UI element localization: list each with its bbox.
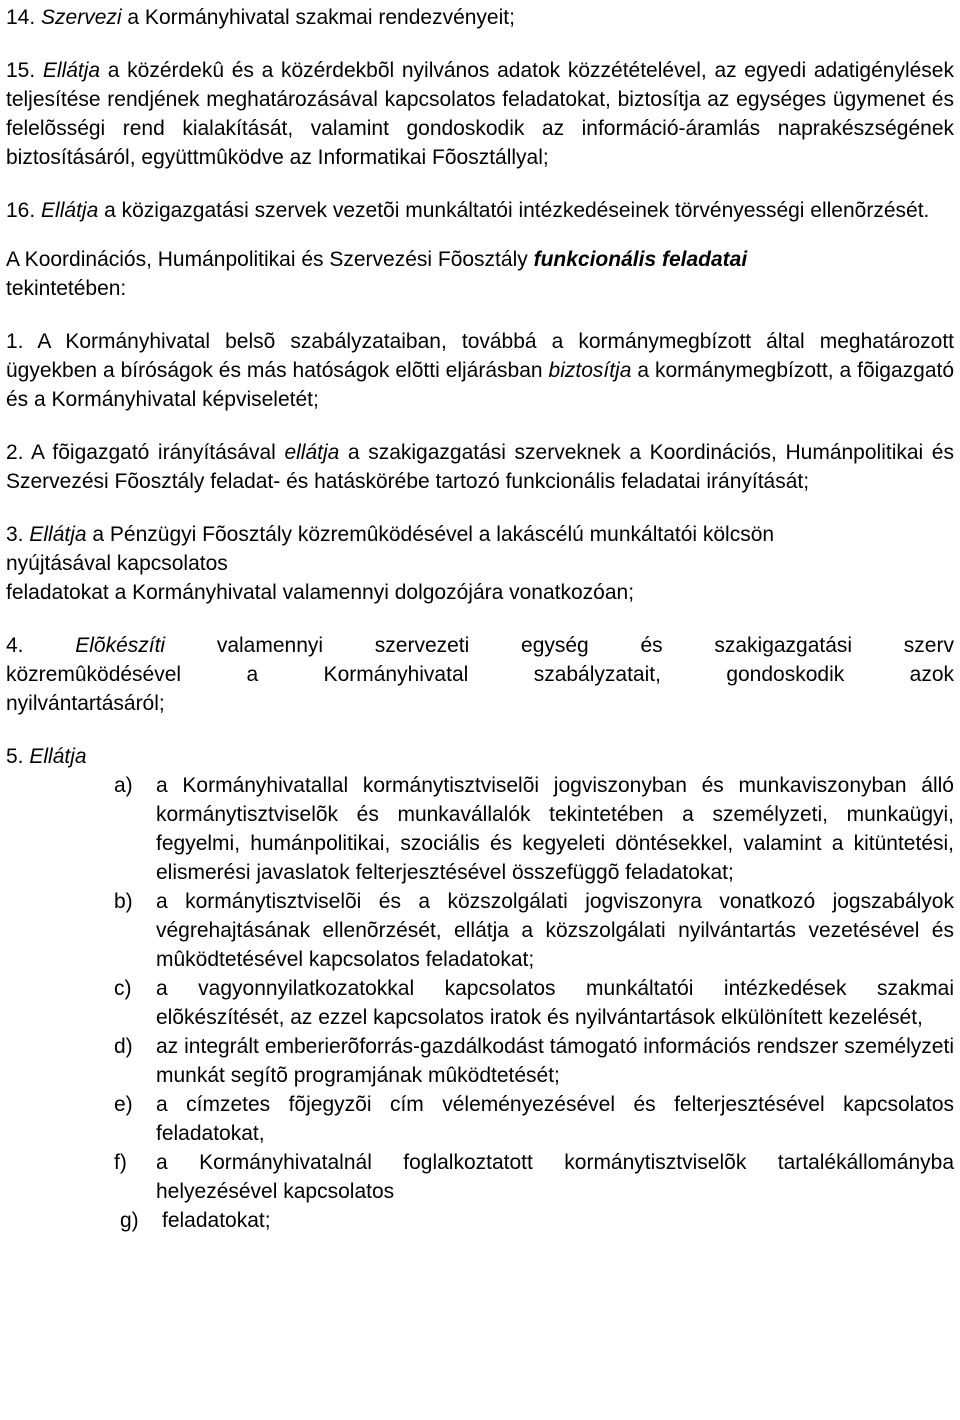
task-4-line-3: nyilvántartásáról; xyxy=(6,692,165,715)
subitem-b-marker: b) xyxy=(114,890,133,913)
item-14-text: a Kormányhivatal szakmai rendezvényeit; xyxy=(127,6,515,29)
subitem-b xyxy=(114,887,954,974)
task-2-verb: ellátja xyxy=(284,441,340,464)
subitem-d-text: az integrált emberierõforrás-gazdálkodást támogató információs rendszer személyzeti munkát segítõ programjának mûködtetését; xyxy=(156,1035,954,1087)
subitem-e xyxy=(114,1090,954,1148)
section-heading-suffix: tekintetében: xyxy=(6,277,127,300)
subitem-g xyxy=(120,1206,954,1235)
task-4 xyxy=(6,631,954,718)
task-3 xyxy=(6,520,954,607)
task-5-verb: Ellátja xyxy=(29,745,87,768)
task-4-line-1 xyxy=(6,631,954,660)
task-4-line-2: közremûködésével a Kormányhivatal szabályzatait, gondoskodik azok xyxy=(6,663,954,686)
item-15-text: a közérdekû és a közérdekbõl nyilvános adatok közzétételével, az egyedi adatigénylések teljesítése rendjének meghatározásával kapcsolatos feladatokat, biztosítja az egységes ügymenet és felelõsségi rend kialakítását, valamint gondoskodik az információ-áramlás naprakészségének biztosításáról, együttmûködve az Informatikai Fõosztállyal; xyxy=(6,59,954,169)
item-16-verb: Ellátja xyxy=(41,199,99,222)
task-2-number: 2. xyxy=(6,441,24,464)
item-14 xyxy=(6,3,954,32)
subitem-f xyxy=(114,1148,954,1206)
section-heading xyxy=(6,245,954,303)
task-3-line-3: feladatokat a Kormányhivatal valamennyi dolgozójára vonatkozóan; xyxy=(6,581,635,604)
subitem-g-text: feladatokat; xyxy=(162,1209,271,1232)
subitem-a xyxy=(114,771,954,887)
task-5-number: 5. xyxy=(6,745,24,768)
subitem-c-marker: c) xyxy=(114,977,132,1000)
task-1-after: a kormánymegbízott, a fõigazgató és a Kormányhivatal képviseletét; xyxy=(6,359,955,411)
task-5-subitems xyxy=(6,771,954,1235)
task-1-before: A Kormányhivatal belsõ szabályzataiban, továbbá a kormánymegbízott által meghatározott ügyekben a bíróságok és más hatóságok elõtti eljárásban xyxy=(6,330,954,382)
task-1-number: 1. xyxy=(6,330,24,353)
item-14-number: 14. xyxy=(6,6,36,29)
task-2-before: A fõigazgató irányításával xyxy=(30,441,276,464)
subitem-c-text: a vagyonnyilatkozatokkal kapcsolatos munkáltatói intézkedések szakmai elõkészítését, az ezzel kapcsolatos iratok és nyilvántartások elkülönített kezelését, xyxy=(156,977,954,1029)
task-5-heading xyxy=(6,742,954,771)
item-16-number: 16. xyxy=(6,199,36,222)
subitem-f-marker: f) xyxy=(114,1151,127,1174)
item-15-number: 15. xyxy=(6,59,36,82)
task-4-line1-text: valamennyi szervezeti egység és szakigazgatási szerv xyxy=(216,634,954,657)
task-1-verb: biztosítja xyxy=(548,359,632,382)
task-5 xyxy=(6,742,954,1235)
subitem-a-text: a Kormányhivatallal kormánytisztviselõi jogviszonyban és munkaviszonyban álló kormánytisztviselõk és munkavállalók tekintetében a személyzeti, munkaügyi, fegyelmi, humánpolitikai, szociális és kegyeleti döntésekkel, valamint a kitüntetési, elismerési javaslatok felterjesztésével összefüggõ feladatokat; xyxy=(156,774,954,884)
subitem-c xyxy=(114,974,954,1032)
task-3-line-2: nyújtásával kapcsolatos xyxy=(6,552,228,575)
subitem-e-marker: e) xyxy=(114,1093,133,1116)
subitem-b-text: a kormánytisztviselõi és a közszolgálati jogviszonyra vonatkozó jogszabályok végrehajtásának ellenõrzését, ellátja a közszolgálati nyilvántartás vezetésével és mûködtetésével kapcsolatos feladatokat; xyxy=(156,890,954,971)
item-14-verb: Szervezi xyxy=(41,6,122,29)
item-16-text: a közigazgatási szervek vezetõi munkáltatói intézkedéseinek törvényességi ellenõrzését. xyxy=(104,199,930,222)
task-3-line1-text: a Pénzügyi Fõosztály közremûködésével a lakáscélú munkáltatói kölcsön xyxy=(92,523,775,546)
subitem-e-text: a címzetes fõjegyzõi cím véleményezésével és felterjesztésével kapcsolatos feladatokat, xyxy=(156,1093,954,1145)
task-3-line-1 xyxy=(6,520,954,549)
item-15 xyxy=(6,56,954,172)
subitem-f-text: a Kormányhivatalnál foglalkoztatott kormánytisztviselõk tartalékállományba helyezésével kapcsolatos xyxy=(156,1151,954,1203)
subitem-d xyxy=(114,1032,954,1090)
subitem-g-marker: g) xyxy=(120,1209,139,1232)
section-heading-emphasis: funkcionális feladatai xyxy=(533,248,748,271)
section-heading-prefix: A Koordinációs, Humánpolitikai és Szervezési Fõosztály xyxy=(6,248,528,271)
subitem-a-marker: a) xyxy=(114,774,133,797)
task-4-number: 4. xyxy=(6,634,24,657)
task-2 xyxy=(6,438,954,496)
item-15-verb: Ellátja xyxy=(42,59,101,82)
task-1 xyxy=(6,327,954,414)
task-3-verb: Ellátja xyxy=(29,523,87,546)
task-4-verb: Elõkészíti xyxy=(75,634,166,657)
item-16 xyxy=(6,196,954,225)
task-3-number: 3. xyxy=(6,523,24,546)
task-2-after: a szakigazgatási szerveknek a Koordinációs, Humánpolitikai és Szervezési Fõosztály feladat- és hatáskörébe tartozó funkcionális feladatai irányítását; xyxy=(6,441,954,493)
document-page xyxy=(6,0,954,1235)
subitem-d-marker: d) xyxy=(114,1035,133,1058)
